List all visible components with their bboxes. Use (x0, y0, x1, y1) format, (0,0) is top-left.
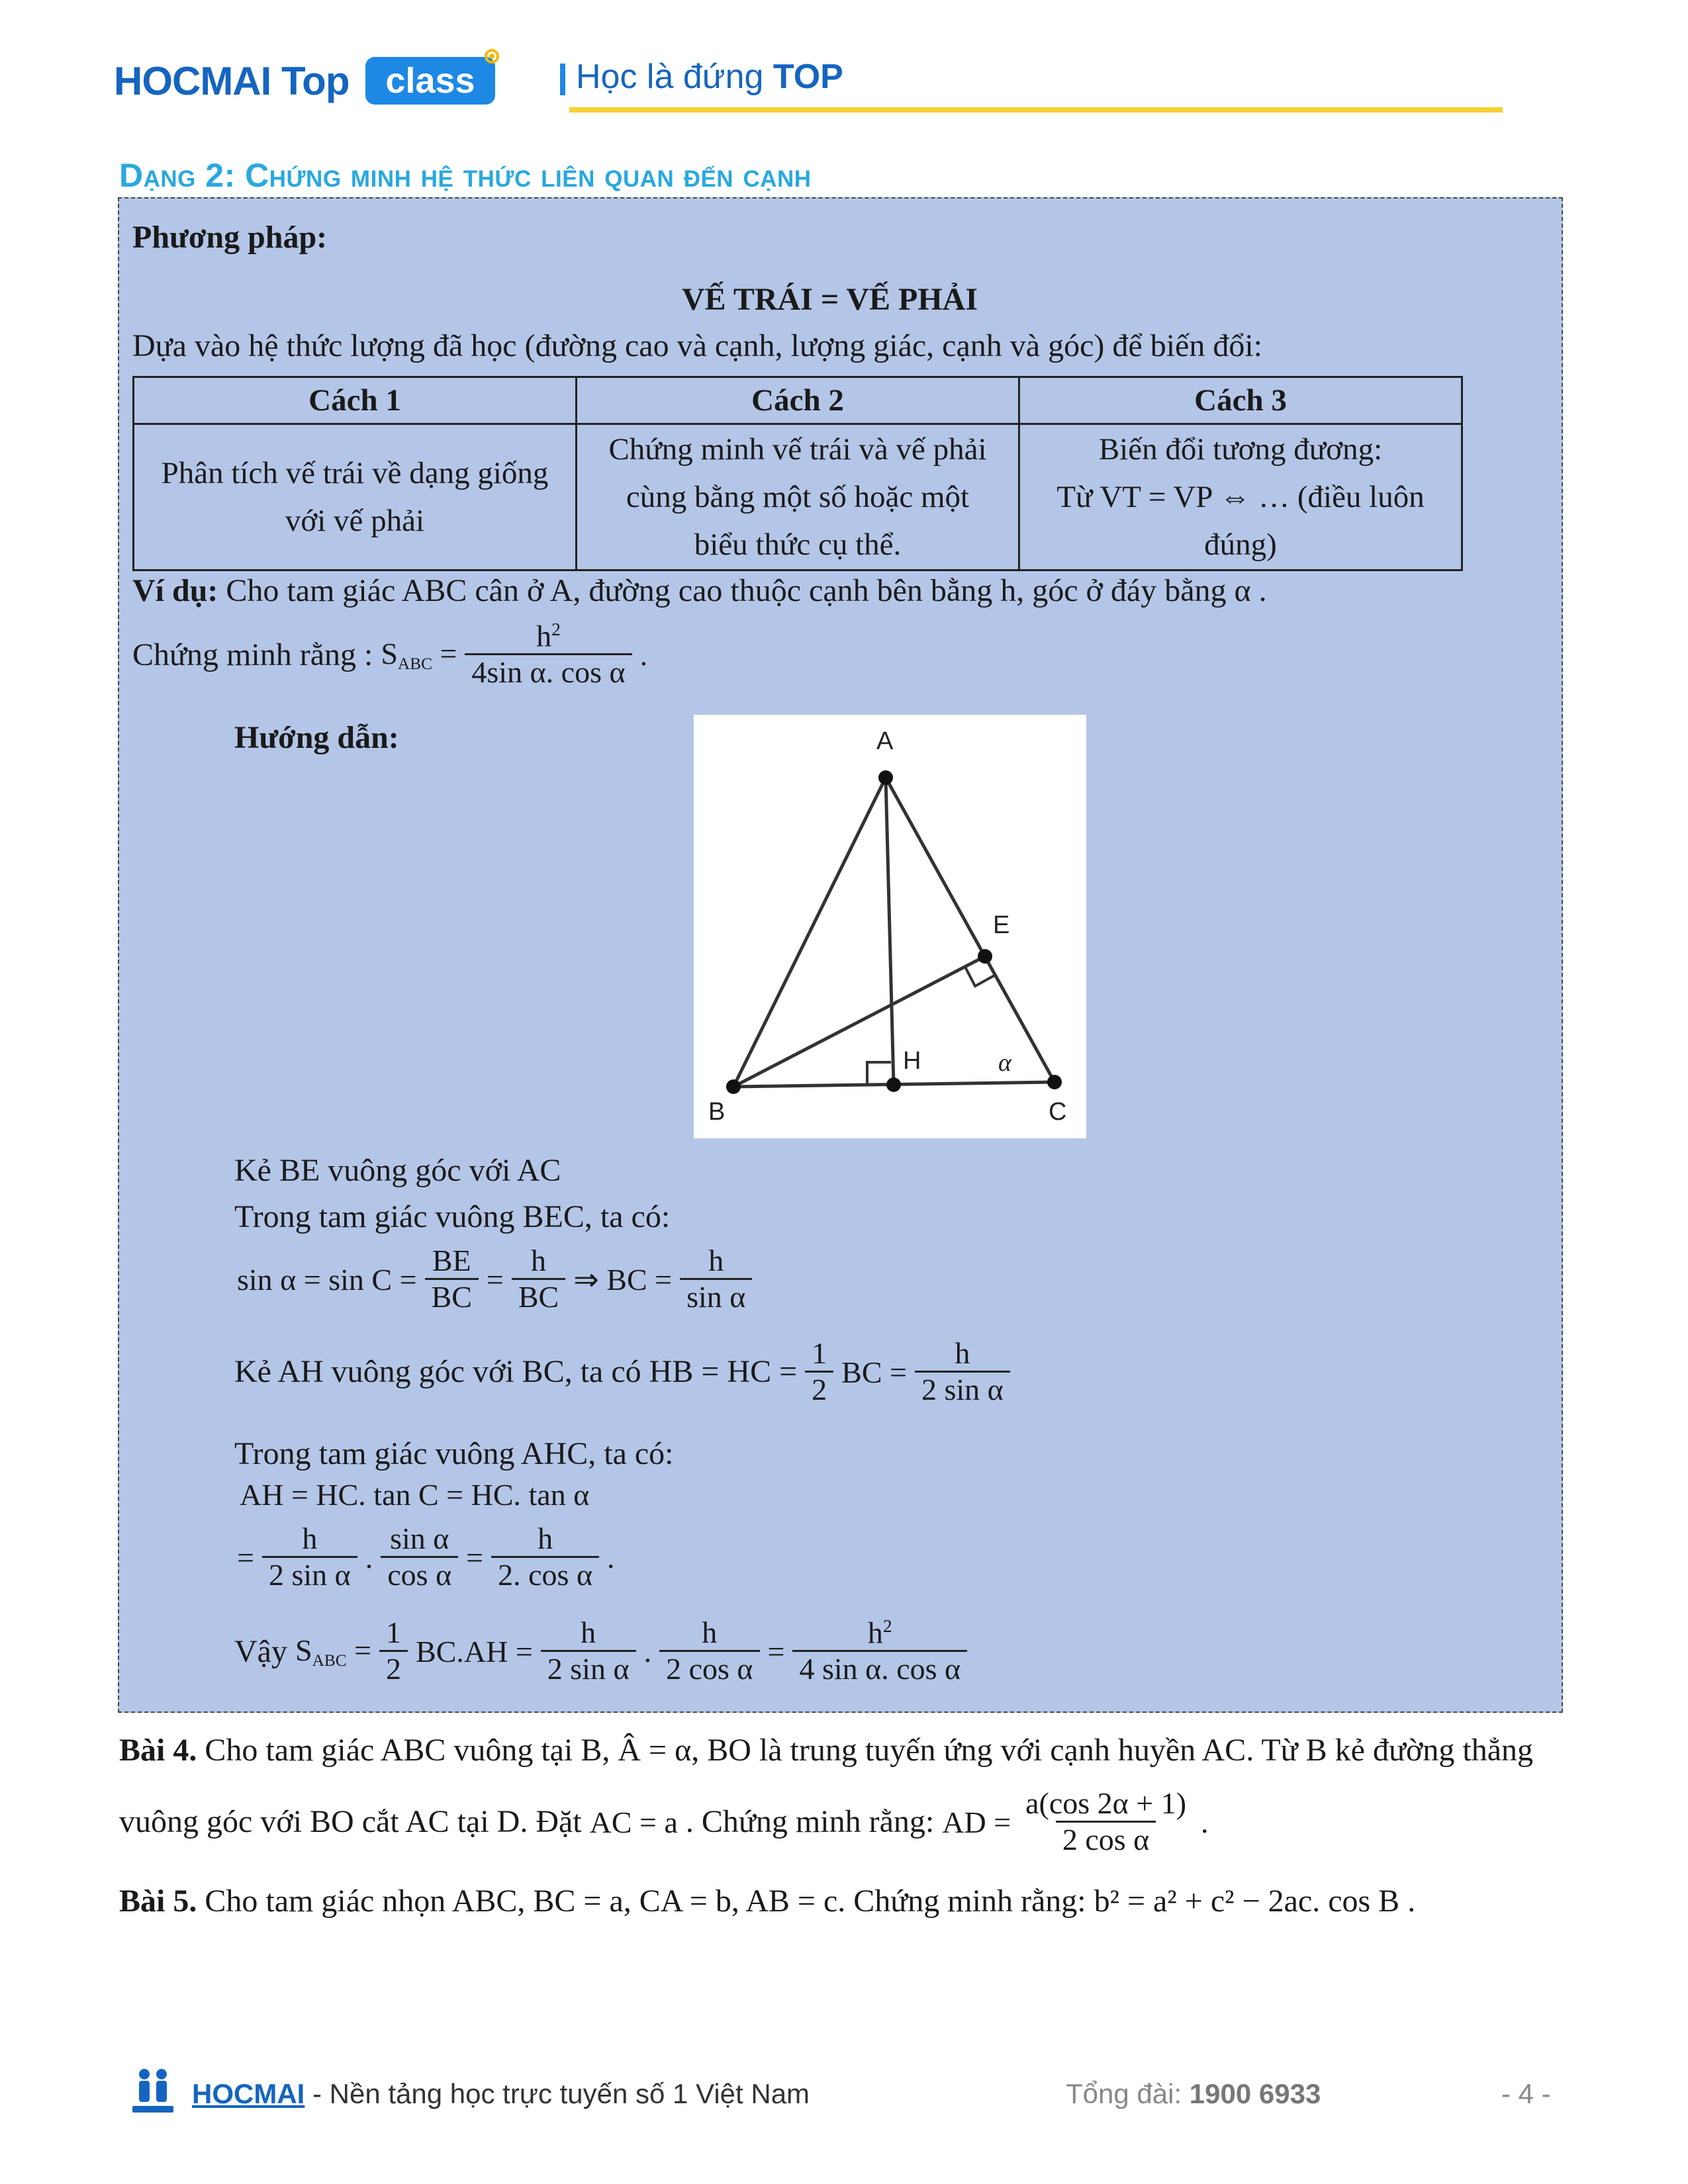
method-label: Phương pháp: (132, 220, 328, 255)
point-c (1047, 1075, 1062, 1089)
triangle-diagram (694, 715, 1086, 1138)
footer-hotline: Tổng đài: 1900 6933 (1066, 2078, 1321, 2109)
bai5-text: Cho tam giác nhọn ABC, (205, 1884, 526, 1919)
method-intro: Dựa vào hệ thức lượng đã học (đường cao và cạnh, lượng giác, cạnh và góc) để biến đổi: (132, 328, 1262, 363)
table-cell (134, 424, 577, 570)
bai5-text: . Chứng minh rằng: (837, 1884, 1086, 1919)
cell-line: với vế phải (285, 504, 425, 538)
cell-line: biểu thức cụ thể. (694, 527, 902, 562)
bai4-line-2: vuông góc với BO cắt AC tại D. Đặt AC = a . Chứng minh rằng: AD = $\frac{a(\cos 2\alpha + 1)}{\text{2 cos α}}$ . (119, 1786, 1209, 1856)
solution-line-1: Kẻ BE vuông góc với AC (234, 1153, 561, 1188)
table-header-cell: Cách 1 (134, 377, 577, 424)
class-logo-badge: class (365, 57, 495, 105)
bai4-text: , BO là trung tuyến ứng với cạnh huyền AC. Từ B kẻ đường thẳng (691, 1733, 1534, 1768)
cell-line: cùng bằng một số hoặc một (626, 480, 970, 514)
bai4-text: Cho tam giác ABC vuông tại B, (205, 1733, 610, 1768)
right-angle-e (965, 967, 994, 986)
table-row (134, 424, 1462, 570)
bai4-angle: Â = α (618, 1733, 692, 1768)
label-c: C (1049, 1098, 1067, 1126)
slogan-text: Học là đứng (576, 58, 764, 96)
header-slogan (576, 57, 843, 97)
table-cell (577, 424, 1019, 570)
bai5-line (119, 1882, 1415, 1921)
hocmai-logo-text: HOCMAI Top (114, 59, 350, 103)
example-label: Ví dụ: (132, 573, 218, 608)
label-e: E (993, 911, 1010, 939)
solution-line-4: Trong tam giác vuông AHC, ta có: (234, 1436, 674, 1471)
footer-tagline (192, 2078, 810, 2110)
method-formula: VẾ TRÁI = VẾ PHẢI (682, 282, 978, 317)
bai5-label: Bài 5. (119, 1884, 197, 1919)
bai5-formula: b² = a² + c² − 2ac. cos B . (1094, 1884, 1416, 1919)
altitude-be (733, 956, 985, 1087)
side-ac (886, 778, 1055, 1082)
bai4-line-1 (119, 1731, 1533, 1770)
table-header-cell: Cách 2 (577, 377, 1019, 424)
equation-2: Kẻ AH vuông góc với BC, ta có HB = HC = $\frac{1}{2}$ BC = $\frac{h}{\text{2 sin α}}$ (234, 1337, 1010, 1407)
footer-tagline-text: - Nền tảng học trực tuyến số 1 Việt Nam (312, 2078, 810, 2109)
footer-brand-link[interactable]: HOCMAI (192, 2078, 305, 2109)
hocmai-footer-logo-icon (130, 2065, 176, 2118)
header-underline (569, 107, 1503, 113)
cell-line: Chứng minh vế trái và vế phải (608, 432, 987, 467)
table-header-row (134, 377, 1462, 424)
prove-lhs: $S_{ABC}$ = (381, 636, 457, 673)
equation-1: sin α = sin C = $\frac{BE}{BC}$ = $\frac{h}{BC}$ ⇒ BC = $\frac{h}{\text{sin α}}$ (237, 1244, 752, 1314)
method-table (132, 376, 1463, 571)
cell-line: Từ VT = VP ⇔ … (điều luôn (1056, 480, 1425, 514)
point-a (878, 770, 893, 785)
slogan-top: TOP (773, 58, 843, 96)
cell-line: đúng) (1204, 527, 1277, 562)
solution-line-2: Trong tam giác vuông BEC, ta có: (234, 1199, 671, 1234)
cell-line: Biến đổi tương đương: (1098, 432, 1383, 467)
equation-5: Vậy $S_{ABC}$ = $\frac{1}{2}$ BC.AH = $\frac{h}{\text{2 sin α}}$ . $\frac{h}{\text{2 cos α}}$ = $\frac{h^2}{\text{4 sin α. cos α}}$ (234, 1616, 967, 1687)
point-b (726, 1079, 741, 1094)
equation-4: = $\frac{h}{\text{2 sin α}}$ . $\frac{\text{sin α}}{\text{cos α}}$ = $\frac{h}{\text{2. cos α}}$ . (237, 1522, 615, 1592)
prove-label: Chứng minh rằng : (132, 637, 373, 672)
label-a: A (876, 727, 894, 755)
bai5-sides: BC = a, CA = b, AB = c (533, 1884, 838, 1919)
example-line (132, 572, 1267, 610)
prove-statement: Chứng minh rằng : $S_{ABC}$ = $\frac{h^2}{\text{4sin α. cos α}}$ . (132, 619, 648, 689)
bai4-label: Bài 4. (119, 1733, 197, 1768)
point-e (978, 949, 992, 964)
prove-fraction: $\frac{h^2}{\text{4sin α. cos α}}$ (465, 619, 632, 690)
page-number: - 4 - (1501, 2078, 1551, 2109)
label-b: B (708, 1098, 726, 1126)
section-title: Dạng 2: Chứng minh hệ thức liên quan đến cạnh (119, 157, 812, 194)
label-alpha: α (998, 1049, 1011, 1077)
side-ab (733, 778, 886, 1087)
cell-line: Phân tích vế trái về dạng giống (161, 456, 549, 490)
table-cell (1019, 424, 1462, 570)
header-divider (560, 64, 565, 95)
guide-label: Hướng dẫn: (234, 720, 399, 755)
point-h (886, 1077, 901, 1092)
equation-3: AH = HC. tan C = HC. tan α (240, 1478, 590, 1512)
triangle-figure (694, 715, 1086, 1138)
label-h: H (903, 1047, 921, 1075)
altitude-ah (886, 778, 894, 1085)
sun-icon (481, 45, 503, 68)
example-text: Cho tam giác ABC cân ở A, đường cao thuộc cạnh bên bằng h, góc ở đáy bằng α . (226, 573, 1267, 608)
right-angle-h (867, 1062, 891, 1084)
table-header-cell: Cách 3 (1019, 377, 1462, 424)
